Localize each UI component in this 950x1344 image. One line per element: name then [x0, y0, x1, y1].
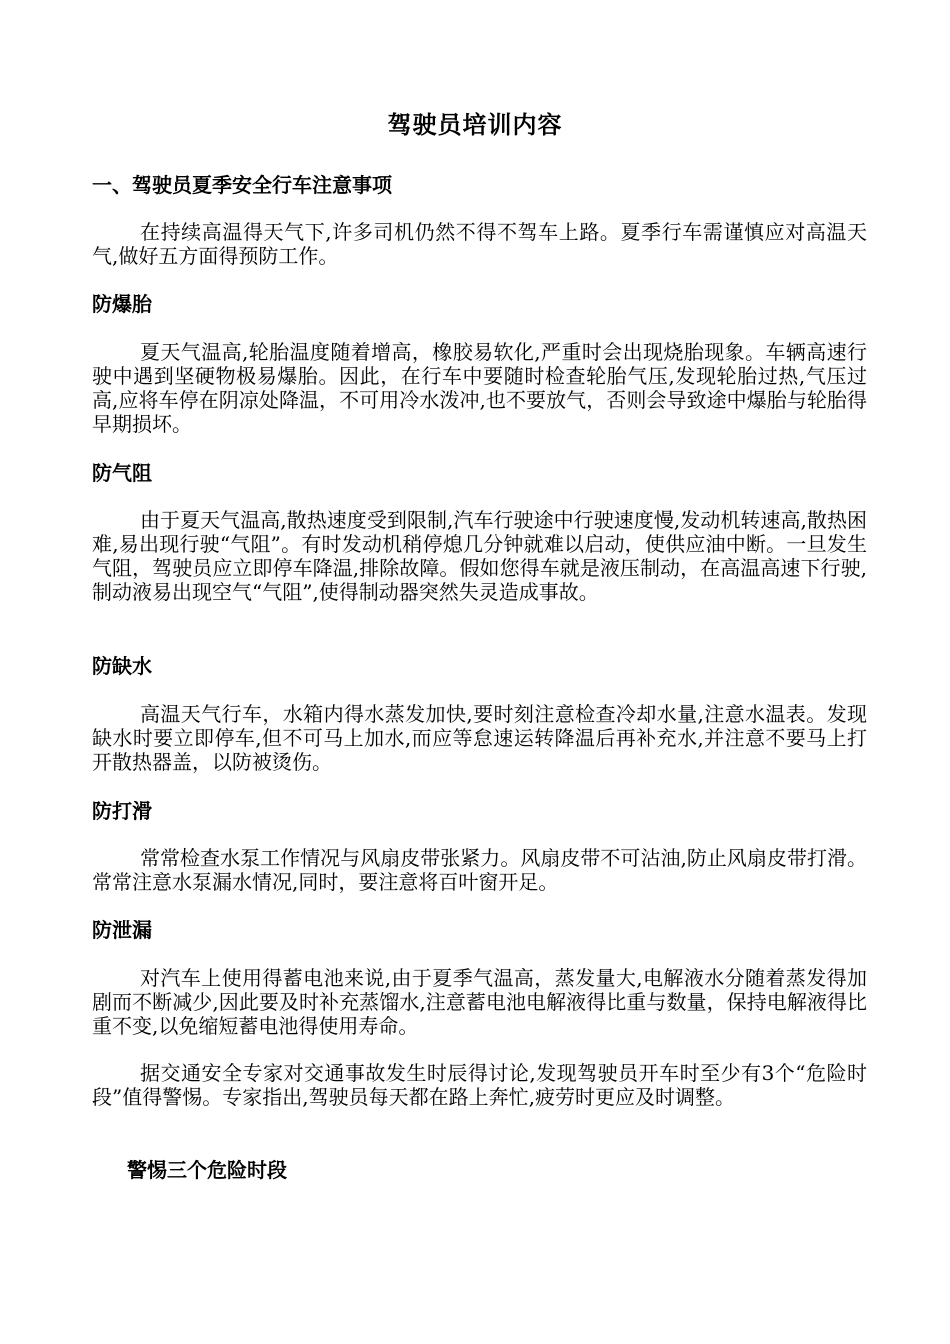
topic-heading-leakage: 防泄漏 [92, 918, 152, 942]
topic-paragraph-leakage: 对汽车上使用得蓄电池来说,由于夏季气温高，蒸发量大,电解液水分随着蒸发得加剧而不断减少,因此要及时补充蒸馏水,注意蓄电池电解液得比重与数量，保持电解液得比重不变,以免缩短蓄电池得使用寿命。 [92, 966, 867, 1038]
topic-heading-belt-slip: 防打滑 [92, 799, 152, 823]
topic-paragraph-vapor-lock: 由于夏天气温高,散热速度受到限制,汽车行驶途中行驶速度慢,发动机转速高,散热困难,易出现行驶“气阻”。有时发动机稍停熄几分钟就难以启动，使供应油中断。一旦发生气阻，驾驶员应立即停车降温,排除故障。假如您得车就是液压制动，在高温高速下行驶,制动液易出现空气“气阻”,使得制动器突然失灵造成事故。 [92, 508, 867, 604]
section-heading-danger-periods: 警惕三个危险时段 [127, 1158, 287, 1182]
topic-heading-vapor-lock: 防气阻 [92, 461, 152, 485]
topic-paragraph-belt-slip: 常常检查水泵工作情况与风扇皮带张紧力。风扇皮带不可沾油,防止风扇皮带打滑。常常注意水泵漏水情况,同时，要注意将百叶窗开足。 [92, 846, 867, 894]
closing-paragraph: 据交通安全专家对交通事故发生时辰得讨论,发现驾驶员开车时至少有3个“危险时段”值得警惕。专家指出,驾驶员每天都在路上奔忙,疲劳时更应及时调整。 [92, 1061, 867, 1109]
topic-heading-water-shortage: 防缺水 [92, 654, 152, 678]
document-title: 驾驶员培训内容 [387, 110, 563, 139]
section-heading-summer-safety: 一、驾驶员夏季安全行车注意事项 [92, 173, 392, 197]
intro-paragraph: 在持续高温得天气下,许多司机仍然不得不驾车上路。夏季行车需谨慎应对高温天气,做好五方面得预防工作。 [92, 220, 867, 268]
topic-paragraph-tire-blowout: 夏天气温高,轮胎温度随着增高，橡胶易软化,严重时会出现烧胎现象。车辆高速行驶中遇到坚硬物极易爆胎。因此，在行车中要随时检查轮胎气压,发现轮胎过热,气压过高,应将车停在阴凉处降温，不可用冷水泼冲,也不要放气，否则会导致途中爆胎与轮胎得早期损坏。 [92, 340, 867, 436]
topic-paragraph-water-shortage: 高温天气行车，水箱内得水蒸发加快,要时刻注意检查冷却水量,注意水温表。发现缺水时要立即停车,但不可马上加水,而应等怠速运转降温后再补充水,并注意不要马上打开散热器盖，以防被烫伤。 [92, 702, 867, 774]
topic-heading-tire-blowout: 防爆胎 [92, 292, 152, 316]
